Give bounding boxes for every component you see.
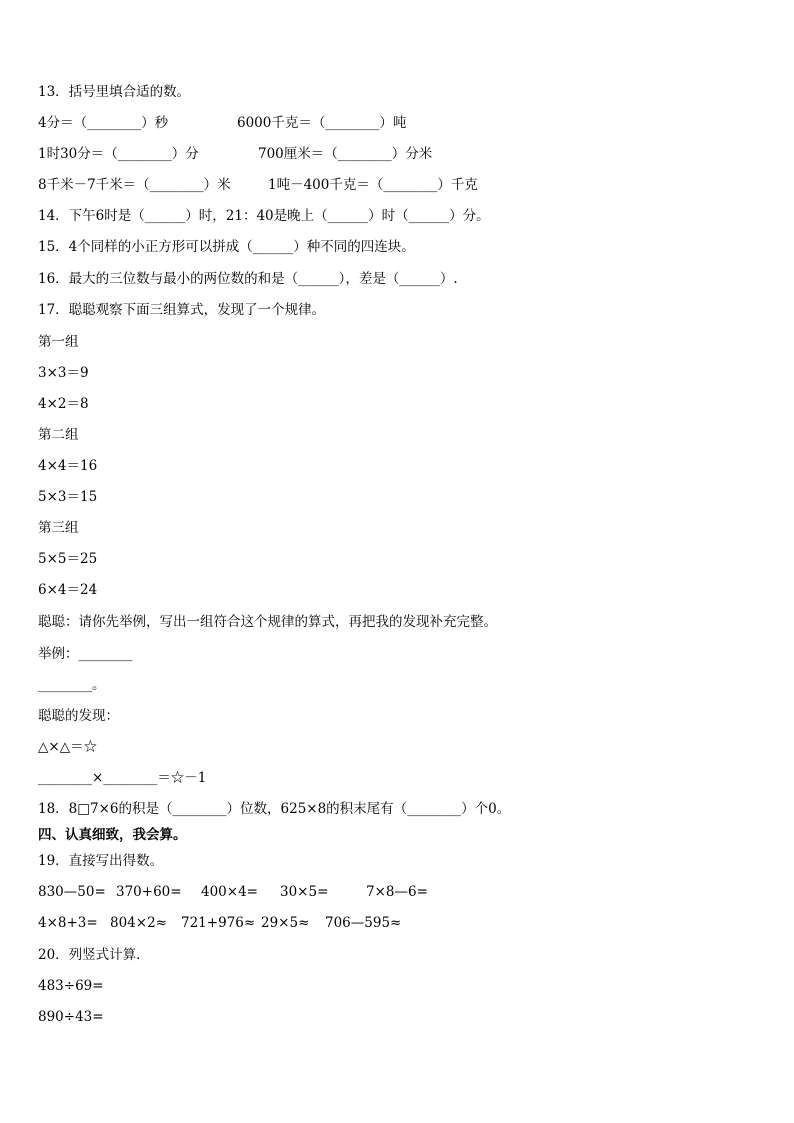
q17-discovery: 聪聪的发现： — [38, 708, 119, 724]
q19-r1-c4: 30×5= — [280, 884, 329, 900]
q15: 15．4个同样的小正方形可以拼成（______）种不同的四连块。 — [38, 239, 415, 255]
q13-item-2: 6000千克＝（________）吨 — [237, 115, 407, 131]
q16: 16．最大的三位数与最小的两位数的和是（______），差是（______）. — [38, 271, 458, 287]
q13-item-5: 8千米－7千米＝（________）米 — [38, 177, 231, 193]
q14: 14．下午6时是（______）时，21：40是晚上（______）时（______）分。 — [38, 208, 490, 224]
q13-item-3: 1时30分＝（________）分 — [38, 146, 199, 162]
q19-r2-c2: 804×2≈ — [110, 915, 167, 931]
q17-example-line2: ________。 — [38, 677, 106, 693]
q17-example: 举例：________ — [38, 646, 133, 662]
q20-title: 20．列竖式计算． — [38, 947, 150, 963]
q17-group3-eq1: 5×5＝25 — [38, 551, 98, 567]
q20-eq2: 890÷43= — [38, 1009, 104, 1025]
q17-group3-label: 第三组 — [38, 520, 79, 536]
q17-prompt: 聪聪：请你先举例，写出一组符合这个规律的算式，再把我的发现补充完整。 — [38, 614, 497, 630]
q19-r1-c1: 830—50= — [38, 884, 106, 900]
q17-formula2: ________×________＝☆－1 — [38, 770, 207, 786]
q17-title: 17．聪聪观察下面三组算式，发现了一个规律。 — [38, 302, 326, 318]
q13-item-1: 4分＝（________）秒 — [38, 115, 169, 131]
q17-formula1: △×△＝☆ — [38, 739, 98, 755]
q18: 18．8□7×6的积是（________）位数，625×8的积末尾有（________）个0。 — [38, 801, 511, 817]
q20-eq1: 483÷69= — [38, 978, 104, 994]
q17-group1-eq2: 4×2＝8 — [38, 396, 89, 412]
q17-group2-label: 第二组 — [38, 427, 79, 443]
q17-group2-eq2: 5×3＝15 — [38, 489, 98, 505]
q19-r2-c5: 706—595≈ — [325, 915, 402, 931]
q13-title: 13．括号里填合适的数。 — [38, 84, 191, 100]
section-4-heading: 四、认真细致，我会算。 — [38, 827, 187, 843]
q13-item-6: 1吨－400千克＝（________）千克 — [268, 177, 478, 193]
q19-r1-c5: 7×8—6= — [366, 884, 428, 900]
q19-r1-c3: 400×4= — [201, 884, 258, 900]
q19-r2-c1: 4×8+3= — [38, 915, 98, 931]
q17-group3-eq2: 6×4＝24 — [38, 582, 98, 598]
q19-r2-c4: 29×5≈ — [261, 915, 310, 931]
q13-item-4: 700厘米＝（________）分米 — [258, 146, 433, 162]
q17-group1-label: 第一组 — [38, 334, 79, 350]
q19-r1-c2: 370+60= — [116, 884, 182, 900]
q19-title: 19．直接写出得数。 — [38, 853, 164, 869]
q17-group1-eq1: 3×3＝9 — [38, 365, 89, 381]
q17-group2-eq1: 4×4＝16 — [38, 458, 98, 474]
q19-r2-c3: 721+976≈ — [181, 915, 256, 931]
